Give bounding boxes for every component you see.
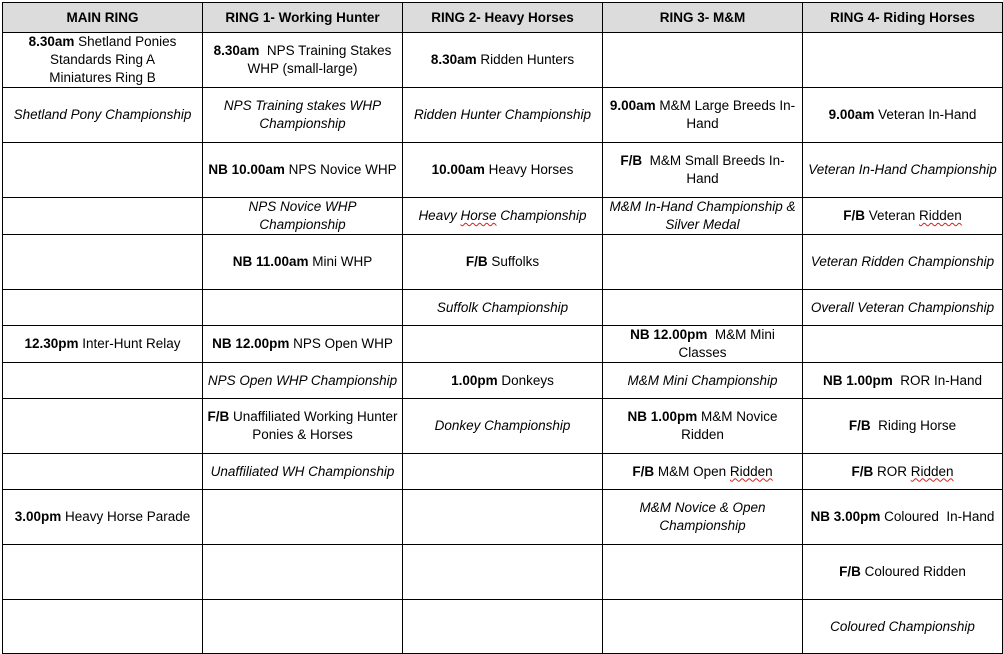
championship-name: Shetland Pony Championship <box>13 107 192 122</box>
schedule-row <box>3 490 1003 545</box>
class-time: NB 3.00pm <box>810 509 881 524</box>
class-name: ROR Ridden <box>873 463 954 479</box>
championship-name: NPS Novice WHP Championship <box>248 199 357 232</box>
cell-ring-3 <box>603 235 803 290</box>
schedule-row <box>3 33 1003 88</box>
championship-name: Overall Veteran Championship <box>810 299 995 315</box>
header-main-ring: MAIN RING <box>3 3 203 33</box>
spellcheck-flag: Ridden <box>729 463 773 479</box>
class-name: Inter-Hunt Relay <box>78 336 181 351</box>
class-time: NB 12.00pm <box>630 327 708 342</box>
class-name: NPS Novice WHP <box>284 162 397 177</box>
cell-ring-2 <box>403 198 603 235</box>
class-time: F/B <box>207 409 230 424</box>
cell-ring-4 <box>803 600 1003 654</box>
cell-ring-2 <box>403 235 603 290</box>
cell-ring-1 <box>203 363 403 399</box>
cell-ring-1 <box>203 33 403 88</box>
cell-ring-3 <box>603 33 803 88</box>
class-time: NB 1.00pm <box>822 372 893 388</box>
header-row <box>3 3 1003 33</box>
schedule-row <box>3 88 1003 143</box>
cell-line <box>7 33 198 51</box>
championship-name: NPS Open WHP Championship <box>207 372 398 388</box>
class-time: 10.00am <box>431 162 485 177</box>
cell-main-ring <box>3 290 203 326</box>
championship-name: Coloured Championship <box>830 618 975 634</box>
cell-ring-1 <box>203 198 403 235</box>
class-time: NB 12.00pm <box>212 336 290 351</box>
cell-ring-4 <box>803 198 1003 235</box>
championship-name: Veteran In-Hand Championship <box>808 162 997 177</box>
cell-main-ring <box>3 490 203 545</box>
cell-ring-3 <box>603 88 803 143</box>
spellcheck-flag: Ridden <box>910 463 954 479</box>
cell-main-ring <box>3 363 203 399</box>
cell-ring-3 <box>603 143 803 198</box>
class-time: NB 10.00am <box>208 162 285 177</box>
class-time: NB 1.00pm <box>627 409 698 424</box>
spellcheck-flag: Ridden <box>919 208 962 223</box>
cell-ring-4 <box>803 399 1003 454</box>
class-time: NB 11.00am <box>232 254 309 269</box>
class-name: Standards Ring A <box>49 52 156 67</box>
cell-ring-3 <box>603 363 803 399</box>
championship-name: M&M In-Hand Championship & Silver Medal <box>609 199 796 232</box>
cell-ring-2 <box>403 363 603 399</box>
cell-main-ring <box>3 545 203 600</box>
schedule-row <box>3 545 1003 600</box>
class-name: NPS Open WHP <box>289 336 393 351</box>
schedule-row <box>3 235 1003 290</box>
cell-main-ring <box>3 235 203 290</box>
cell-main-ring <box>3 33 203 88</box>
cell-ring-1 <box>203 490 403 545</box>
championship-name: Heavy Horse Championship <box>418 208 587 223</box>
class-name: ROR In-Hand <box>892 372 983 388</box>
schedule-row <box>3 600 1003 654</box>
class-time: 9.00am <box>609 98 656 113</box>
cell-ring-4 <box>803 454 1003 490</box>
class-name: NPS Training Stakes WHP (small-large) <box>247 43 396 76</box>
cell-main-ring <box>3 326 203 363</box>
cell-ring-2 <box>403 545 603 600</box>
class-name: Donkeys <box>497 372 554 388</box>
class-name: Coloured Ridden <box>860 564 966 579</box>
championship-name: Suffolk Championship <box>436 299 569 315</box>
cell-ring-4 <box>803 235 1003 290</box>
cell-ring-2 <box>403 490 603 545</box>
cell-ring-1 <box>203 545 403 600</box>
class-time: 8.30am <box>213 43 260 58</box>
cell-ring-3 <box>603 198 803 235</box>
cell-ring-3 <box>603 326 803 363</box>
class-name: M&M Large Breeds In-Hand <box>655 98 796 131</box>
cell-ring-1 <box>203 326 403 363</box>
cell-ring-1 <box>203 88 403 143</box>
class-time: F/B <box>851 463 874 479</box>
class-name: M&M Mini Classes <box>678 327 779 360</box>
class-name: Riding Horse <box>870 418 957 433</box>
championship-name: Unaffiliated WH Championship <box>210 463 395 479</box>
cell-main-ring <box>3 88 203 143</box>
cell-main-ring <box>3 143 203 198</box>
class-name: Heavy Horses <box>484 162 574 177</box>
class-time: 3.00pm <box>14 509 62 524</box>
schedule-row <box>3 399 1003 454</box>
cell-ring-1 <box>203 454 403 490</box>
cell-ring-2 <box>403 326 603 363</box>
cell-ring-4 <box>803 88 1003 143</box>
cell-main-ring <box>3 198 203 235</box>
cell-main-ring <box>3 600 203 654</box>
class-name: Suffolks <box>487 254 540 269</box>
class-name: Veteran Ridden <box>864 208 962 223</box>
schedule-row <box>3 363 1003 399</box>
cell-main-ring <box>3 454 203 490</box>
championship-name: M&M Novice & Open Championship <box>639 500 766 533</box>
championship-name: Donkey Championship <box>434 418 571 433</box>
class-name: M&M Open Ridden <box>654 463 773 479</box>
cell-ring-4 <box>803 143 1003 198</box>
class-name: Mini WHP <box>308 254 373 269</box>
class-time: 9.00am <box>828 107 875 122</box>
class-name: Ridden Hunters <box>476 52 575 67</box>
schedule-body <box>3 33 1003 654</box>
cell-ring-3 <box>603 290 803 326</box>
cell-ring-4 <box>803 490 1003 545</box>
class-time: F/B <box>632 463 655 479</box>
class-name: M&M Small Breeds In-Hand <box>642 153 785 186</box>
schedule-row <box>3 290 1003 326</box>
cell-ring-4 <box>803 326 1003 363</box>
class-time: F/B <box>843 208 865 223</box>
championship-name: NPS Training stakes WHP Championship <box>223 98 382 131</box>
header-ring-3: RING 3- M&M <box>603 3 803 33</box>
cell-ring-2 <box>403 600 603 654</box>
class-name: Heavy Horse Parade <box>61 509 191 524</box>
cell-main-ring <box>3 399 203 454</box>
header-ring-2: RING 2- Heavy Horses <box>403 3 603 33</box>
cell-ring-2 <box>403 290 603 326</box>
header-ring-1: RING 1- Working Hunter <box>203 3 403 33</box>
cell-line <box>7 69 198 87</box>
championship-name: M&M Mini Championship <box>627 372 778 388</box>
cell-ring-1 <box>203 600 403 654</box>
cell-ring-3 <box>603 600 803 654</box>
cell-ring-1 <box>203 290 403 326</box>
schedule-row <box>3 454 1003 490</box>
cell-ring-2 <box>403 454 603 490</box>
schedule-row <box>3 198 1003 235</box>
schedule-row <box>3 326 1003 363</box>
cell-line <box>7 51 198 69</box>
cell-ring-3 <box>603 490 803 545</box>
cell-ring-3 <box>603 545 803 600</box>
class-time: F/B <box>465 254 488 269</box>
class-name: Shetland Ponies <box>74 34 177 49</box>
class-name: Unaffiliated Working Hunter Ponies & Horses <box>229 409 402 442</box>
cell-ring-4 <box>803 290 1003 326</box>
class-time: F/B <box>620 153 643 168</box>
cell-ring-1 <box>203 235 403 290</box>
class-time: 8.30am <box>430 52 477 67</box>
cell-ring-4 <box>803 33 1003 88</box>
cell-ring-1 <box>203 143 403 198</box>
cell-ring-2 <box>403 143 603 198</box>
championship-name: Veteran Ridden Championship <box>810 254 995 269</box>
class-time: F/B <box>839 564 861 579</box>
class-time: 12.30pm <box>24 336 79 351</box>
championship-name: Ridden Hunter Championship <box>413 107 592 122</box>
cell-ring-4 <box>803 363 1003 399</box>
class-time: 1.00pm <box>451 372 498 388</box>
spellcheck-flag: Horse <box>460 208 497 223</box>
cell-ring-1 <box>203 399 403 454</box>
cell-ring-3 <box>603 454 803 490</box>
class-name: M&M Novice Ridden <box>681 409 782 442</box>
class-name: Coloured In-Hand <box>880 509 995 524</box>
cell-ring-4 <box>803 545 1003 600</box>
cell-ring-2 <box>403 33 603 88</box>
cell-ring-2 <box>403 88 603 143</box>
class-time: F/B <box>848 418 871 433</box>
schedule-row <box>3 143 1003 198</box>
cell-ring-3 <box>603 399 803 454</box>
class-time: 8.30am <box>28 34 75 49</box>
header-ring-4: RING 4- Riding Horses <box>803 3 1003 33</box>
cell-ring-2 <box>403 399 603 454</box>
class-name: Miniatures Ring B <box>49 70 156 85</box>
show-schedule-table <box>2 2 1003 654</box>
class-name: Veteran In-Hand <box>874 107 977 122</box>
